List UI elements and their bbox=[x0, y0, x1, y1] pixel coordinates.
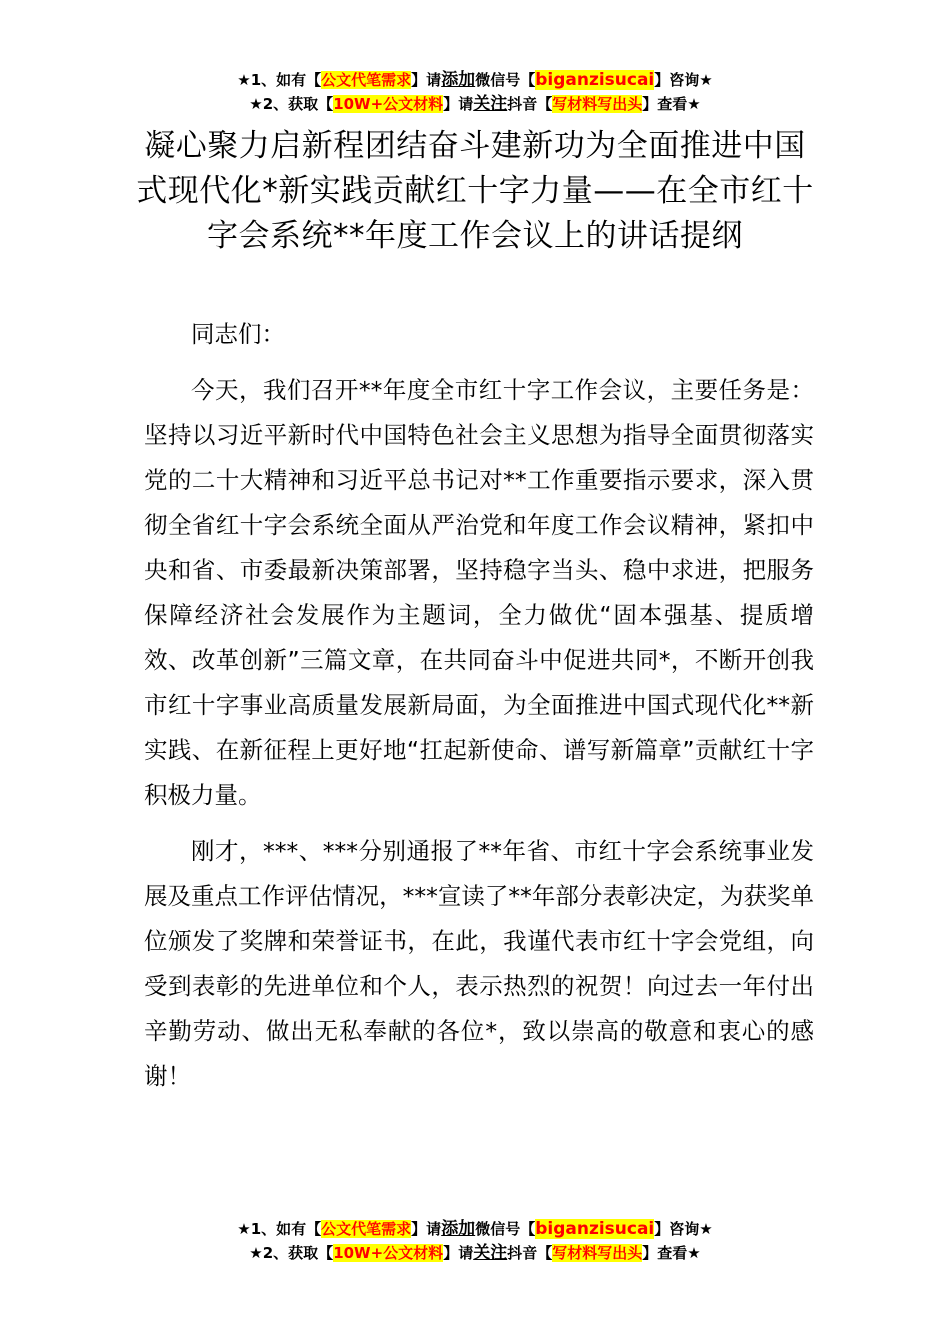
banner-emphasis: 关注 bbox=[473, 94, 508, 114]
document-title: 凝心聚力启新程团结奋斗建新功为全面推进中国式现代化*新实践贡献红十字力量——在全市红十字会系统**年度工作会议上的讲话提纲 bbox=[136, 128, 814, 254]
header-banner bbox=[0, 68, 950, 116]
banner-text: 微信号【 bbox=[475, 71, 536, 89]
banner-highlight: biganzisucai bbox=[535, 1219, 655, 1239]
banner-text: 】查看★ bbox=[642, 1244, 701, 1262]
banner-text: 】咨询★ bbox=[654, 71, 713, 89]
banner-highlight: 写材料写出头 bbox=[552, 1244, 643, 1262]
salutation: 同志们： bbox=[191, 320, 285, 348]
banner-text: 】请 bbox=[443, 95, 474, 113]
document-body bbox=[144, 312, 814, 1110]
banner-highlight: 10W+公文材料 bbox=[333, 95, 444, 113]
paragraph: 刚才，***、***分别通报了**年省、市红十字会系统事业发展及重点工作评估情况，***宣读了**年部分表彰决定，为获奖单位颁发了奖牌和荣誉证书，在此，我谨代表市红十字会党组，向受到表彰的先进单位和个人，表示热烈的祝贺！向过去一年付出辛勤劳动、做出无私奉献的各位*，致以崇高的敬意和衷心的感谢！ bbox=[144, 837, 814, 1090]
banner-text: ★2、获取【 bbox=[249, 95, 334, 113]
banner-text: 】请 bbox=[443, 1244, 474, 1262]
banner-text: 抖音【 bbox=[507, 95, 553, 113]
banner-text: 】请 bbox=[411, 71, 442, 89]
banner-highlight: 公文代笔需求 bbox=[321, 1220, 412, 1238]
banner-line-1 bbox=[0, 68, 950, 92]
banner-emphasis: 添加 bbox=[441, 70, 476, 90]
banner-line-1 bbox=[0, 1217, 950, 1241]
banner-emphasis: 添加 bbox=[441, 1219, 476, 1239]
banner-text: ★2、获取【 bbox=[249, 1244, 334, 1262]
banner-emphasis: 关注 bbox=[473, 1243, 508, 1263]
banner-line-2 bbox=[0, 92, 950, 116]
paragraph: 今天，我们召开**年度全市红十字工作会议，主要任务是：坚持以习近平新时代中国特色社会主义思想为指导全面贯彻落实党的二十大精神和习近平总书记对**工作重要指示要求，深入贯彻全省红十字会系统全面从严治党和年度工作会议精神，紧扣中央和省、市委最新决策部署，坚持稳字当头、稳中求进，把服务保障经济社会发展作为主题词，全力做优“固本强基、提质增效、改革创新”三篇文章，在共同奋斗中促进共同*，不断开创我市红十字事业高质量发展新局面，为全面推进中国式现代化**新实践、在新征程上更好地“扛起新使命、谱写新篇章”贡献红十字积极力量。 bbox=[144, 376, 814, 809]
banner-text: 】咨询★ bbox=[654, 1220, 713, 1238]
banner-text: ★1、如有【 bbox=[237, 71, 322, 89]
banner-highlight: 公文代笔需求 bbox=[321, 71, 412, 89]
banner-text: 】查看★ bbox=[642, 95, 701, 113]
banner-text: 微信号【 bbox=[475, 1220, 536, 1238]
banner-text: 】请 bbox=[411, 1220, 442, 1238]
banner-highlight: 10W+公文材料 bbox=[333, 1244, 444, 1262]
banner-text: 抖音【 bbox=[507, 1244, 553, 1262]
footer-banner bbox=[0, 1217, 950, 1265]
banner-highlight: biganzisucai bbox=[535, 70, 655, 90]
banner-highlight: 写材料写出头 bbox=[552, 95, 643, 113]
banner-text: ★1、如有【 bbox=[237, 1220, 322, 1238]
banner-line-2 bbox=[0, 1241, 950, 1265]
